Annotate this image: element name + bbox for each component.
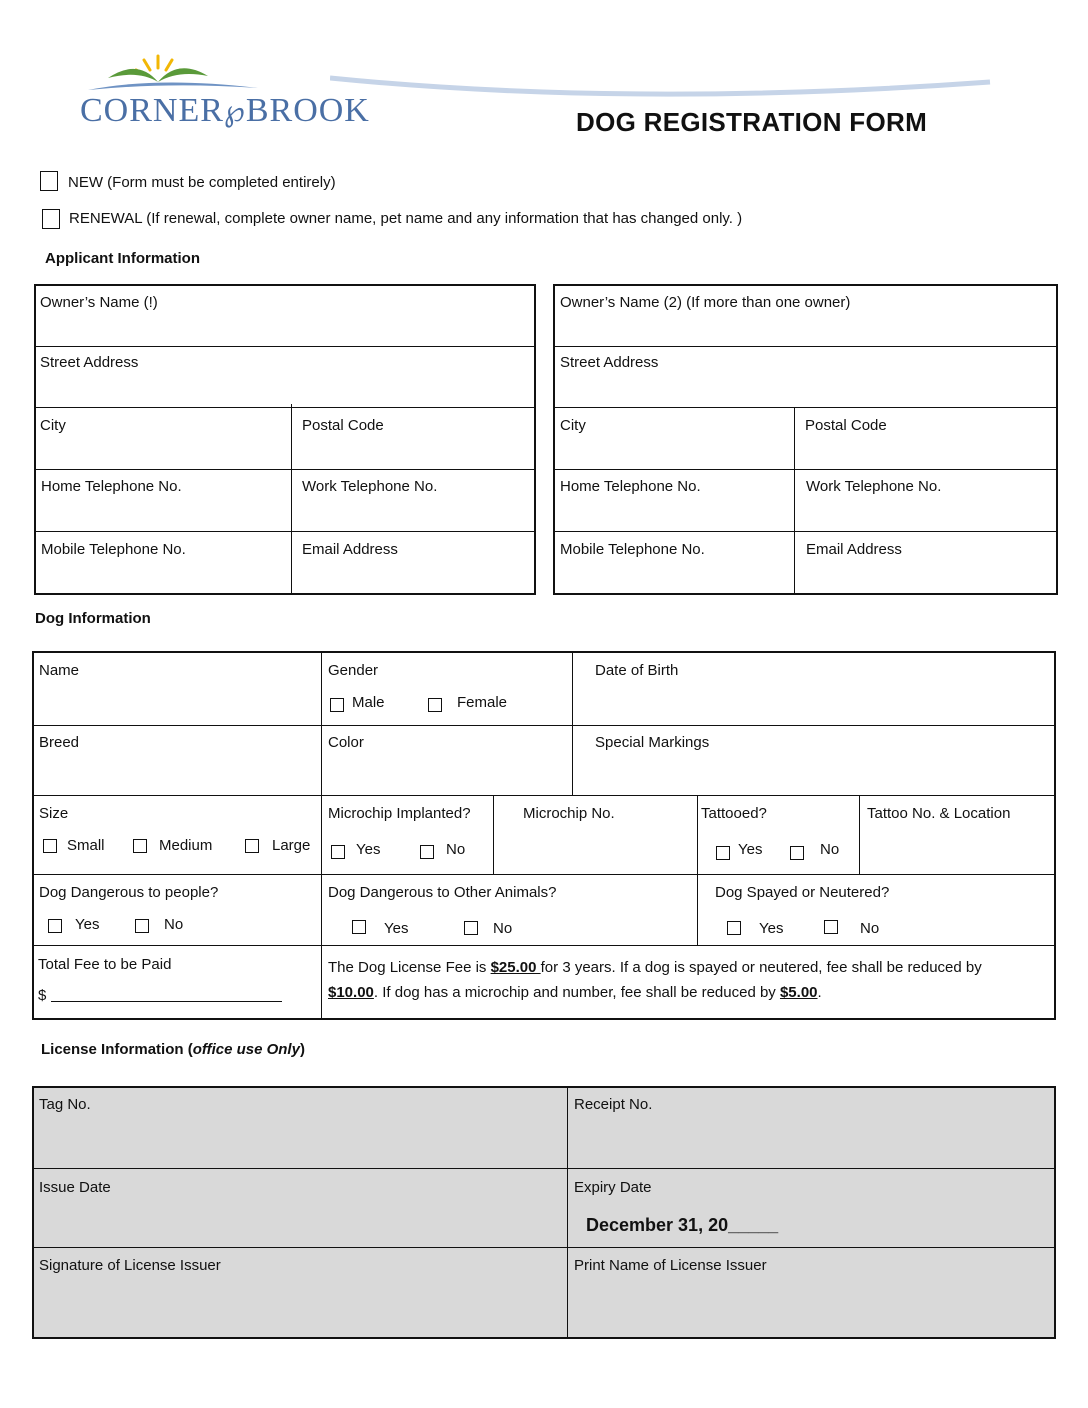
owner1-city-label: City bbox=[40, 417, 66, 434]
tattoo-no-location-label: Tattoo No. & Location bbox=[867, 805, 1011, 822]
size-small-label: Small bbox=[67, 837, 105, 854]
receipt-no-label: Receipt No. bbox=[574, 1096, 653, 1113]
dog-dob-label: Date of Birth bbox=[595, 662, 679, 679]
size-large-label: Large bbox=[272, 837, 311, 854]
owner2-work-tel-label: Work Telephone No. bbox=[806, 478, 942, 495]
total-fee-input-line[interactable] bbox=[51, 1001, 282, 1002]
owner2-street-label: Street Address bbox=[560, 354, 659, 371]
owner2-mobile-tel-label: Mobile Telephone No. bbox=[560, 541, 705, 558]
license-table bbox=[32, 1086, 1056, 1339]
dangerous-animals-no-checkbox[interactable] bbox=[464, 921, 478, 935]
female-checkbox[interactable] bbox=[428, 698, 442, 712]
owner1-postal-label: Postal Code bbox=[302, 417, 384, 434]
tattooed-no-checkbox[interactable] bbox=[790, 846, 804, 860]
owner1-home-tel-label: Home Telephone No. bbox=[41, 478, 182, 495]
microchip-no-checkbox[interactable] bbox=[420, 845, 434, 859]
owner2-postal-label: Postal Code bbox=[805, 417, 887, 434]
issue-date-label: Issue Date bbox=[39, 1179, 111, 1196]
dangerous-animals-yes-label: Yes bbox=[384, 920, 409, 937]
dangerous-animals-no-label: No bbox=[493, 920, 513, 937]
tag-no-label: Tag No. bbox=[39, 1096, 91, 1113]
dog-special-markings-label: Special Markings bbox=[595, 734, 710, 751]
renewal-checkbox[interactable] bbox=[42, 209, 60, 229]
microchip-yes-checkbox[interactable] bbox=[331, 845, 345, 859]
spayed-no-label: No bbox=[860, 920, 880, 937]
total-fee-label: Total Fee to be Paid bbox=[38, 956, 172, 973]
male-checkbox[interactable] bbox=[330, 698, 344, 712]
microchip-no-label: No bbox=[446, 841, 466, 858]
owner1-name-label: Owner’s Name (!) bbox=[40, 294, 158, 311]
applicant-section-title: Applicant Information bbox=[45, 250, 200, 267]
female-label: Female bbox=[457, 694, 508, 711]
renewal-label: RENEWAL (If renewal, complete owner name, pet name and any information that has changed only. ) bbox=[69, 210, 743, 227]
page-title: DOG REGISTRATION FORM bbox=[576, 107, 928, 137]
dollar-sign: $ bbox=[38, 987, 47, 1004]
spayed-no-checkbox[interactable] bbox=[824, 920, 838, 934]
owner2-city-label: City bbox=[560, 417, 586, 434]
size-large-checkbox[interactable] bbox=[245, 839, 259, 853]
logo: CORNER℘BROOK bbox=[78, 48, 368, 138]
expiry-date-label: Expiry Date bbox=[574, 1179, 652, 1196]
size-medium-checkbox[interactable] bbox=[133, 839, 147, 853]
spayed-yes-label: Yes bbox=[759, 920, 784, 937]
dangerous-people-yes-label: Yes bbox=[75, 916, 100, 933]
microchip-yes-label: Yes bbox=[356, 841, 381, 858]
dog-size-label: Size bbox=[39, 805, 69, 822]
dangerous-people-yes-checkbox[interactable] bbox=[48, 919, 62, 933]
owner1-email-label: Email Address bbox=[302, 541, 398, 558]
fee-description: The Dog License Fee is $25.00 for 3 years. If a dog is spayed or neutered, fee shall be reduced by $10.00. If dog has a microchip and number, fee shall be reduced by $5.00. bbox=[328, 959, 982, 1001]
male-label: Male bbox=[352, 694, 385, 711]
dangerous-people-no-checkbox[interactable] bbox=[135, 919, 149, 933]
owner2-email-label: Email Address bbox=[806, 541, 902, 558]
owner2-name-label: Owner’s Name (2) (If more than one owner) bbox=[560, 294, 851, 311]
owner2-home-tel-label: Home Telephone No. bbox=[560, 478, 701, 495]
new-label: NEW (Form must be completed entirely) bbox=[68, 174, 336, 191]
license-section-title: License Information (office use Only) bbox=[41, 1041, 305, 1058]
tattooed-no-label: No bbox=[820, 841, 840, 858]
signature-label: Signature of License Issuer bbox=[39, 1257, 221, 1274]
fee-amount-microchip: $5.00 bbox=[779, 984, 818, 1001]
dog-gender-label: Gender bbox=[328, 662, 379, 679]
dangerous-people-label: Dog Dangerous to people? bbox=[39, 884, 219, 901]
tattooed-yes-checkbox[interactable] bbox=[716, 846, 730, 860]
spayed-yes-checkbox[interactable] bbox=[727, 921, 741, 935]
tattooed-label: Tattooed? bbox=[701, 805, 767, 822]
dog-breed-label: Breed bbox=[39, 734, 80, 751]
dog-name-label: Name bbox=[39, 662, 80, 679]
microchip-no-field-label: Microchip No. bbox=[523, 805, 615, 822]
logo-text-corner: CORNER bbox=[80, 92, 224, 129]
expiry-date-value: December 31, 20_____ bbox=[586, 1215, 779, 1235]
dangerous-people-no-label: No bbox=[164, 916, 184, 933]
microchip-implanted-label: Microchip Implanted? bbox=[328, 805, 471, 822]
size-medium-label: Medium bbox=[159, 837, 213, 854]
size-small-checkbox[interactable] bbox=[43, 839, 57, 853]
tattooed-yes-label: Yes bbox=[738, 841, 763, 858]
dangerous-animals-yes-checkbox[interactable] bbox=[352, 920, 366, 934]
dog-section-title: Dog Information bbox=[35, 610, 151, 627]
spayed-label: Dog Spayed or Neutered? bbox=[715, 884, 890, 901]
print-name-label: Print Name of License Issuer bbox=[574, 1257, 767, 1274]
header-swoosh bbox=[330, 70, 1000, 110]
owner1-mobile-tel-label: Mobile Telephone No. bbox=[41, 541, 186, 558]
owner1-street-label: Street Address bbox=[40, 354, 139, 371]
owner1-work-tel-label: Work Telephone No. bbox=[302, 478, 438, 495]
new-checkbox[interactable] bbox=[40, 171, 58, 191]
dangerous-animals-label: Dog Dangerous to Other Animals? bbox=[328, 884, 557, 901]
dog-color-label: Color bbox=[328, 734, 364, 751]
fee-amount-base: $25.00 bbox=[490, 959, 541, 976]
logo-text-brook: BROOK bbox=[245, 92, 370, 129]
fee-amount-spay: $10.00 bbox=[328, 984, 374, 1001]
